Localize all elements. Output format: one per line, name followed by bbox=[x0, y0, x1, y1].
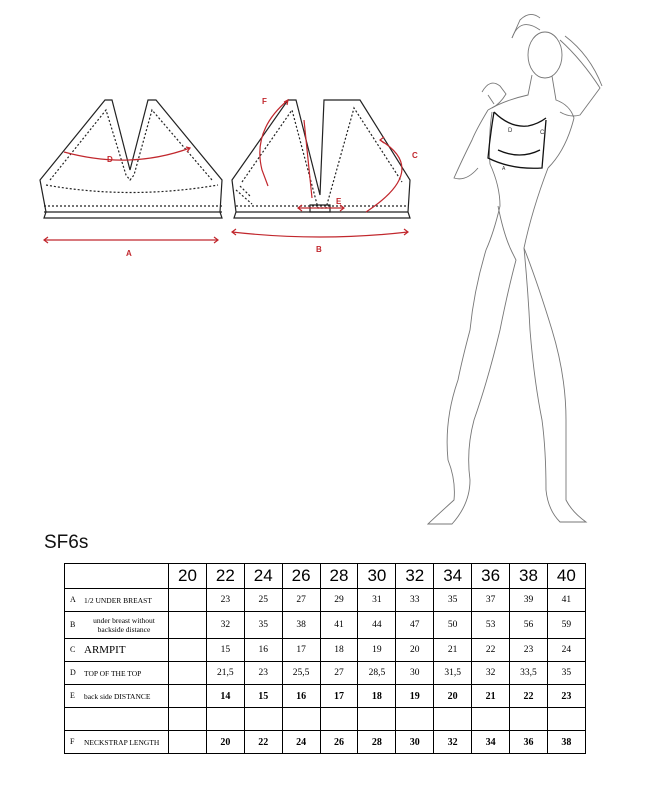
table-cell bbox=[358, 708, 396, 731]
table-cell: 30 bbox=[396, 731, 434, 754]
size-header: 36 bbox=[472, 564, 510, 589]
table-cell: 22 bbox=[472, 639, 510, 662]
table-cell bbox=[169, 685, 207, 708]
table-cell bbox=[282, 708, 320, 731]
table-cell: 22 bbox=[510, 685, 548, 708]
front-view-measures bbox=[44, 147, 218, 243]
table-cell: 23 bbox=[244, 662, 282, 685]
table-cell: 41 bbox=[320, 612, 358, 639]
back-view-measures bbox=[232, 100, 408, 237]
table-cell bbox=[472, 708, 510, 731]
table-cell: 39 bbox=[510, 589, 548, 612]
size-header: 30 bbox=[358, 564, 396, 589]
size-header: 40 bbox=[547, 564, 585, 589]
table-cell: 27 bbox=[320, 662, 358, 685]
table-row-empty bbox=[65, 708, 586, 731]
back-view-sketch bbox=[232, 100, 410, 218]
table-row-b bbox=[65, 612, 586, 639]
table-cell: 17 bbox=[320, 685, 358, 708]
table-cell bbox=[169, 708, 207, 731]
measure-label-a: A bbox=[126, 249, 132, 258]
row-label bbox=[65, 708, 169, 731]
table-cell: 31 bbox=[358, 589, 396, 612]
table-cell: 44 bbox=[358, 612, 396, 639]
table-cell: 27 bbox=[282, 589, 320, 612]
figure-label-c: C bbox=[540, 130, 545, 136]
table-cell: 16 bbox=[282, 685, 320, 708]
size-header: 38 bbox=[510, 564, 548, 589]
row-label: F NECKSTRAP LENGTH bbox=[65, 731, 169, 754]
row-label: D TOP OF THE TOP bbox=[65, 662, 169, 685]
measure-label-d: D bbox=[107, 155, 113, 164]
table-cell bbox=[169, 639, 207, 662]
table-cell bbox=[169, 589, 207, 612]
table-cell bbox=[320, 708, 358, 731]
size-header: 26 bbox=[282, 564, 320, 589]
size-header: 32 bbox=[396, 564, 434, 589]
fashion-figure-garment bbox=[488, 112, 546, 168]
table-cell: 34 bbox=[472, 731, 510, 754]
table-cell: 32 bbox=[472, 662, 510, 685]
measure-label-e: E bbox=[336, 197, 342, 206]
table-cell: 20 bbox=[206, 731, 244, 754]
table-cell: 21 bbox=[472, 685, 510, 708]
table-cell: 56 bbox=[510, 612, 548, 639]
row-label: B under breast without backside distance bbox=[65, 612, 169, 639]
table-cell: 35 bbox=[434, 589, 472, 612]
table-cell bbox=[169, 731, 207, 754]
table-cell bbox=[434, 708, 472, 731]
size-header: 34 bbox=[434, 564, 472, 589]
table-cell: 35 bbox=[244, 612, 282, 639]
table-cell: 53 bbox=[472, 612, 510, 639]
product-code: SF6s bbox=[44, 532, 89, 553]
table-cell bbox=[244, 708, 282, 731]
table-cell: 15 bbox=[244, 685, 282, 708]
size-header: 22 bbox=[206, 564, 244, 589]
table-cell: 24 bbox=[547, 639, 585, 662]
table-cell: 36 bbox=[510, 731, 548, 754]
table-cell: 18 bbox=[358, 685, 396, 708]
table-cell bbox=[396, 708, 434, 731]
table-cell: 23 bbox=[547, 685, 585, 708]
row-label: E back side DISTANCE bbox=[65, 685, 169, 708]
table-cell: 16 bbox=[244, 639, 282, 662]
front-view-sketch bbox=[40, 100, 222, 218]
table-cell: 25 bbox=[244, 589, 282, 612]
table-cell: 19 bbox=[358, 639, 396, 662]
table-cell: 28,5 bbox=[358, 662, 396, 685]
table-cell: 23 bbox=[510, 639, 548, 662]
table-cell: 41 bbox=[547, 589, 585, 612]
table-cell: 22 bbox=[244, 731, 282, 754]
table-cell: 21,5 bbox=[206, 662, 244, 685]
table-cell: 33 bbox=[396, 589, 434, 612]
table-cell: 32 bbox=[206, 612, 244, 639]
table-row-f bbox=[65, 731, 586, 754]
figure-label-d: D bbox=[508, 128, 513, 134]
table-cell bbox=[510, 708, 548, 731]
table-cell: 31,5 bbox=[434, 662, 472, 685]
size-header: 28 bbox=[320, 564, 358, 589]
table-cell: 38 bbox=[282, 612, 320, 639]
table-cell: 17 bbox=[282, 639, 320, 662]
measure-label-b: B bbox=[316, 245, 322, 254]
measure-label-f: F bbox=[262, 97, 267, 106]
table-row-a bbox=[65, 589, 586, 612]
table-cell: 47 bbox=[396, 612, 434, 639]
table-cell bbox=[547, 708, 585, 731]
table-row-e bbox=[65, 685, 586, 708]
table-cell: 23 bbox=[206, 589, 244, 612]
table-cell: 14 bbox=[206, 685, 244, 708]
size-header: 20 bbox=[169, 564, 207, 589]
table-cell: 18 bbox=[320, 639, 358, 662]
table-cell: 29 bbox=[320, 589, 358, 612]
table-cell: 15 bbox=[206, 639, 244, 662]
table-cell: 50 bbox=[434, 612, 472, 639]
fashion-figure-sketch bbox=[428, 14, 602, 524]
table-row-d bbox=[65, 662, 586, 685]
table-cell bbox=[206, 708, 244, 731]
size-chart-table bbox=[64, 563, 586, 754]
table-cell: 20 bbox=[434, 685, 472, 708]
table-cell: 21 bbox=[434, 639, 472, 662]
table-cell: 37 bbox=[472, 589, 510, 612]
table-cell: 32 bbox=[434, 731, 472, 754]
table-cell: 33,5 bbox=[510, 662, 548, 685]
table-corner-cell bbox=[65, 564, 169, 589]
table-cell bbox=[169, 662, 207, 685]
table-cell: 59 bbox=[547, 612, 585, 639]
measure-label-c: C bbox=[412, 151, 418, 160]
figure-label-a: A bbox=[502, 166, 506, 172]
row-label: C ARMPIT bbox=[65, 639, 169, 662]
table-cell: 35 bbox=[547, 662, 585, 685]
table-cell bbox=[169, 612, 207, 639]
table-cell: 19 bbox=[396, 685, 434, 708]
table-cell: 25,5 bbox=[282, 662, 320, 685]
table-cell: 28 bbox=[358, 731, 396, 754]
table-row-c bbox=[65, 639, 586, 662]
size-header: 24 bbox=[244, 564, 282, 589]
table-cell: 30 bbox=[396, 662, 434, 685]
table-cell: 38 bbox=[547, 731, 585, 754]
row-label: A 1/2 UNDER BREAST bbox=[65, 589, 169, 612]
table-cell: 24 bbox=[282, 731, 320, 754]
table-cell: 20 bbox=[396, 639, 434, 662]
size-header-row bbox=[65, 564, 586, 589]
table-cell: 26 bbox=[320, 731, 358, 754]
